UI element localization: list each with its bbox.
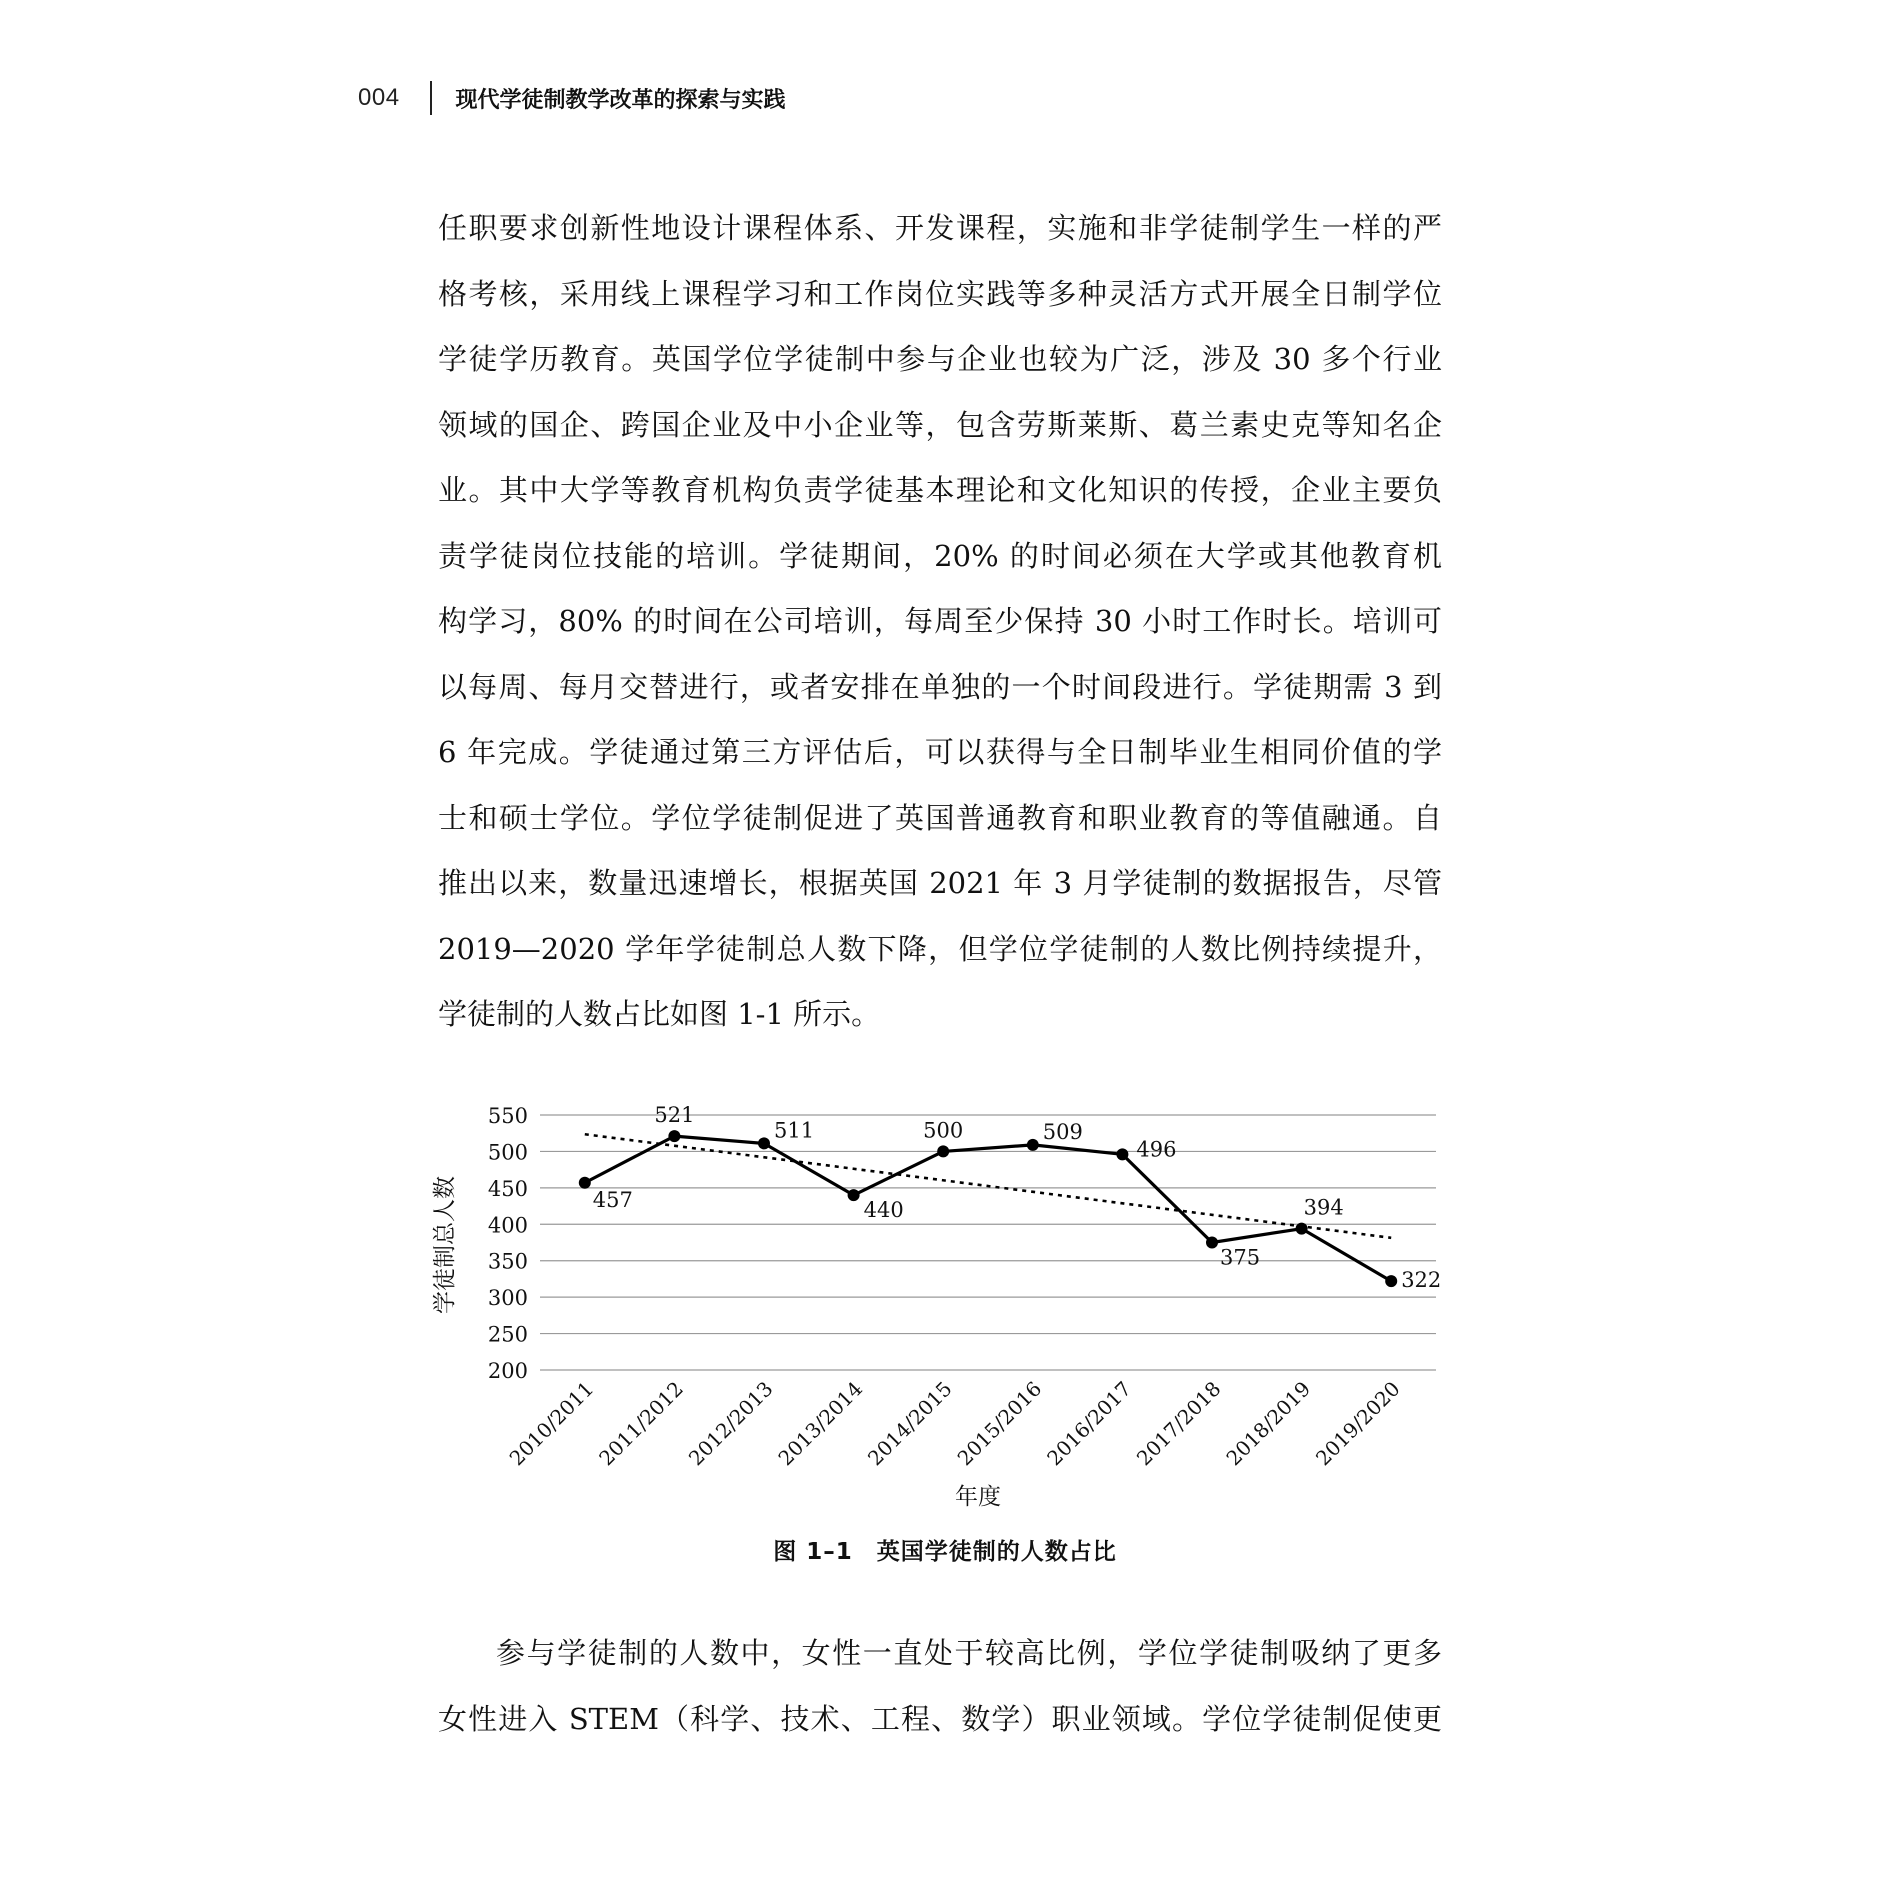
text-line: 2019—2020 学年学徒制总人数下降，但学位学徒制的人数比例持续提升， [438, 931, 1442, 966]
y-tick-label: 300 [487, 1286, 528, 1311]
book-title: 现代学徒制教学改革的探索与实践 [455, 87, 786, 113]
data-point [1116, 1148, 1128, 1160]
x-tick-label: 2014/2015 [863, 1376, 957, 1471]
text-line: 参与学徒制的人数中，女性一直处于较高比例，学位学徒制吸纳了更多 [496, 1636, 1442, 1670]
data-label: 440 [863, 1198, 904, 1223]
data-label: 496 [1136, 1137, 1177, 1162]
page-number: 004 [358, 84, 400, 111]
text-line: 女性进入 STEM（科学、技术、工程、数学）职业领域。学位学徒制促使更 [438, 1701, 1442, 1736]
data-labels [593, 1103, 1441, 1292]
text-line: 6 年完成。学徒通过第三方评估后，可以获得与全日制毕业生相同价值的学 [438, 735, 1442, 769]
body-paragraph-2 [438, 1621, 1442, 1752]
y-tick-label: 500 [487, 1140, 528, 1165]
y-tick-label: 550 [487, 1104, 528, 1128]
y-axis-tick-labels [488, 1104, 528, 1383]
data-points [579, 1130, 1397, 1287]
data-label: 457 [592, 1187, 633, 1212]
x-tick-label: 2017/2018 [1131, 1376, 1226, 1471]
data-label: 509 [1042, 1119, 1083, 1144]
x-tick-label: 2016/2017 [1042, 1376, 1136, 1471]
series-path [585, 1136, 1391, 1281]
text-line: 领域的国企、跨国企业及中小企业等，包含劳斯莱斯、葛兰素史克等知名企 [438, 407, 1442, 442]
data-label: 521 [654, 1103, 695, 1128]
figure-line-chart [420, 1085, 1460, 1515]
x-tick-label: 2015/2016 [952, 1376, 1047, 1471]
series-line [585, 1136, 1391, 1281]
data-point [848, 1189, 860, 1201]
data-point [579, 1177, 591, 1189]
body-paragraph-1 [438, 196, 1442, 1048]
text-line: 推出以来，数量迅速增长，根据英国 2021 年 3 月学徒制的数据报告，尽管 [438, 866, 1442, 900]
text-line: 以每周、每月交替进行，或者安排在单独的一个时间段进行。学徒期需 3 到 [438, 669, 1442, 704]
text-line: 学徒制的人数占比如图 1-1 所示。 [438, 997, 881, 1031]
chart-gridlines [540, 1115, 1436, 1370]
y-tick-label: 400 [487, 1213, 528, 1238]
y-tick-label: 350 [487, 1249, 528, 1274]
y-tick-label: 200 [487, 1359, 528, 1383]
figure-caption: 图 1–1 英国学徒制的人数占比 [773, 1539, 1117, 1565]
data-label: 511 [774, 1118, 815, 1143]
data-point [1206, 1237, 1218, 1249]
text-line: 学徒学历教育。英国学位学徒制中参与企业也较为广泛，涉及 30 多个行业 [438, 342, 1442, 376]
running-head [358, 78, 786, 118]
data-label: 500 [923, 1118, 964, 1143]
data-point [1296, 1223, 1308, 1235]
x-axis-title: 年度 [955, 1484, 1001, 1510]
text-line: 任职要求创新性地设计课程体系、开发课程，实施和非学徒制学生一样的严 [438, 211, 1442, 245]
y-tick-label: 250 [487, 1322, 528, 1347]
x-tick-label: 2011/2012 [594, 1376, 688, 1471]
trendline [585, 1134, 1391, 1238]
header-divider [430, 81, 432, 115]
data-point [668, 1130, 680, 1142]
data-label: 394 [1303, 1195, 1344, 1220]
y-tick-label: 450 [487, 1176, 528, 1201]
y-axis-title: 学徒制总人数 [432, 1176, 458, 1314]
data-point [937, 1145, 949, 1157]
text-line: 格考核，采用线上课程学习和工作岗位实践等多种灵活方式开展全日制学位 [438, 276, 1442, 311]
x-axis-tick-labels [505, 1377, 1405, 1471]
line-chart [420, 1085, 1460, 1515]
x-tick-label: 2012/2013 [683, 1376, 778, 1471]
data-point [1385, 1275, 1397, 1287]
x-tick-label: 2010/2011 [504, 1376, 599, 1471]
text-line: 士和硕士学位。学位学徒制促进了英国普通教育和职业教育的等值融通。自 [438, 800, 1442, 835]
text-line: 责学徒岗位技能的培训。学徒期间，20% 的时间必须在大学或其他教育机 [438, 538, 1442, 573]
trendline-path [585, 1134, 1391, 1238]
data-label: 322 [1401, 1268, 1442, 1293]
data-point [758, 1137, 770, 1149]
text-line: 业。其中大学等教育机构负责学徒基本理论和文化知识的传授，企业主要负 [438, 473, 1442, 507]
x-tick-label: 2019/2020 [1311, 1376, 1405, 1471]
data-label: 375 [1220, 1245, 1261, 1270]
x-tick-label: 2013/2014 [773, 1376, 868, 1471]
data-point [1027, 1139, 1039, 1151]
x-tick-label: 2018/2019 [1221, 1376, 1316, 1471]
text-line: 构学习，80% 的时间在公司培训，每周至少保持 30 小时工作时长。培训可 [438, 604, 1442, 638]
